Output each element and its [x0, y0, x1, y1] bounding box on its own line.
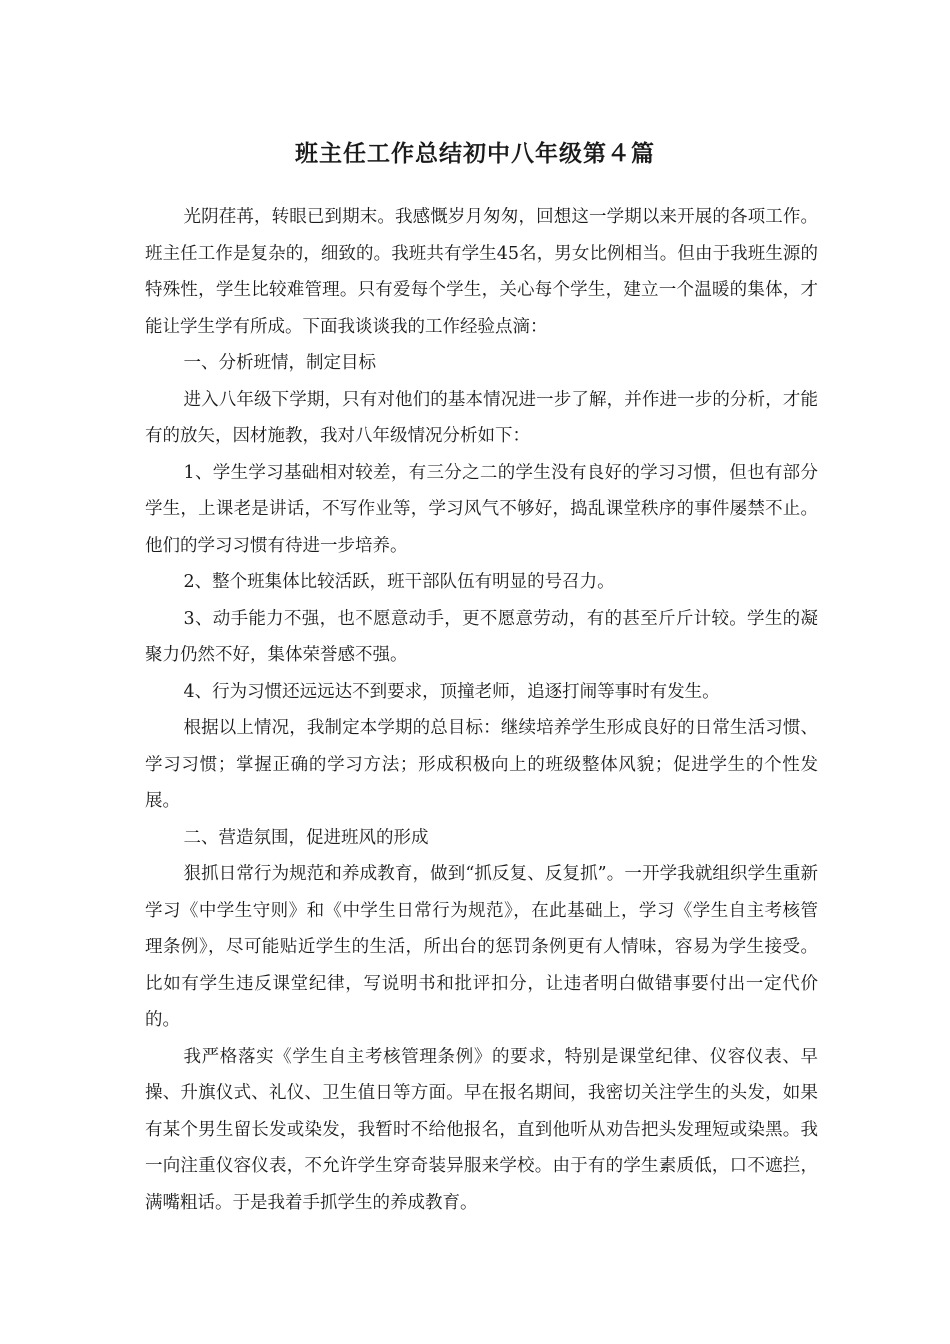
paragraph-implementation: 我严格落实《学生自主考核管理条例》的要求，特别是课堂纪律、仪容仪表、早操、升旗仪式、礼仪、卫生值日等方面。早在报名期间，我密切关注学生的头发，如果有某个男生留长发或染发，我暂时不给他报名，直到他听从劝告把头发理短或染黑。我一向注重仪容仪表，不允许学生穿奇装异服来学校。由于有的学生素质低，口不遮拦，满嘴粗话。于是我着手抓学生的养成教育。: [145, 1046, 818, 1213]
list-item-4: 4、行为习惯还远远达不到要求，顶撞老师，追逐打闹等事时有发生。: [183, 681, 720, 702]
paragraph-rules: 狠抓日常行为规范和养成教育，做到“抓反复、反复抓”。一开学我就组织学生重新学习《中学生守则》和《中学生日常行为规范》，在此基础上，学习《学生自主考核管理条例》，尽可能贴近学生的生活，所出台的惩罚条例更有人情味，容易为学生接受。比如有学生违反课堂纪律，写说明书和批评扣分，让违者明白做错事要付出一定代价的。: [145, 864, 818, 1030]
paragraph-goals: 根据以上情况，我制定本学期的总目标：继续培养学生形成良好的日常生活习惯、学习习惯；掌握正确的学习方法；形成积极向上的班级整体风貌；促进学生的个性发展。: [145, 718, 818, 811]
list-item-1: 1、学生学习基础相对较差，有三分之二的学生没有良好的学习习惯，但也有部分学生，上课老是讲话，不写作业等，学习风气不够好，捣乱课堂秩序的事件屡禁不止。他们的学习习惯有待进一步培养。: [145, 462, 818, 556]
section-heading-1: 一、分析班情，制定目标: [183, 353, 376, 373]
list-item-3: 3、动手能力不强，也不愿意动手，更不愿意劳动，有的甚至斤斤计较。学生的凝聚力仍然不好，集体荣誉感不强。: [145, 608, 818, 665]
document-title: 班主任工作总结初中八年级第４篇: [295, 141, 655, 167]
paragraph-intro: 光阴荏苒，转眼已到期末。我感慨岁月匆匆，回想这一学期以来开展的各项工作。班主任工作是复杂的，细致的。我班共有学生45名，男女比例相当。但由于我班生源的特殊性，学生比较难管理。只有爱每个学生，关心每个学生，建立一个温暖的集体，才能让学生学有所成。下面我谈谈我的工作经验点滴：: [145, 207, 818, 337]
list-item-2: 2、整个班集体比较活跃，班干部队伍有明显的号召力。: [183, 572, 615, 592]
document-body: [145, 199, 818, 1221]
section-heading-2: 二、营造氛围，促进班风的形成: [183, 827, 429, 848]
paragraph-analysis: 进入八年级下学期，只有对他们的基本情况进一步了解，并作进一步的分析，才能有的放矢，因材施教，我对八年级情况分析如下：: [145, 389, 818, 446]
